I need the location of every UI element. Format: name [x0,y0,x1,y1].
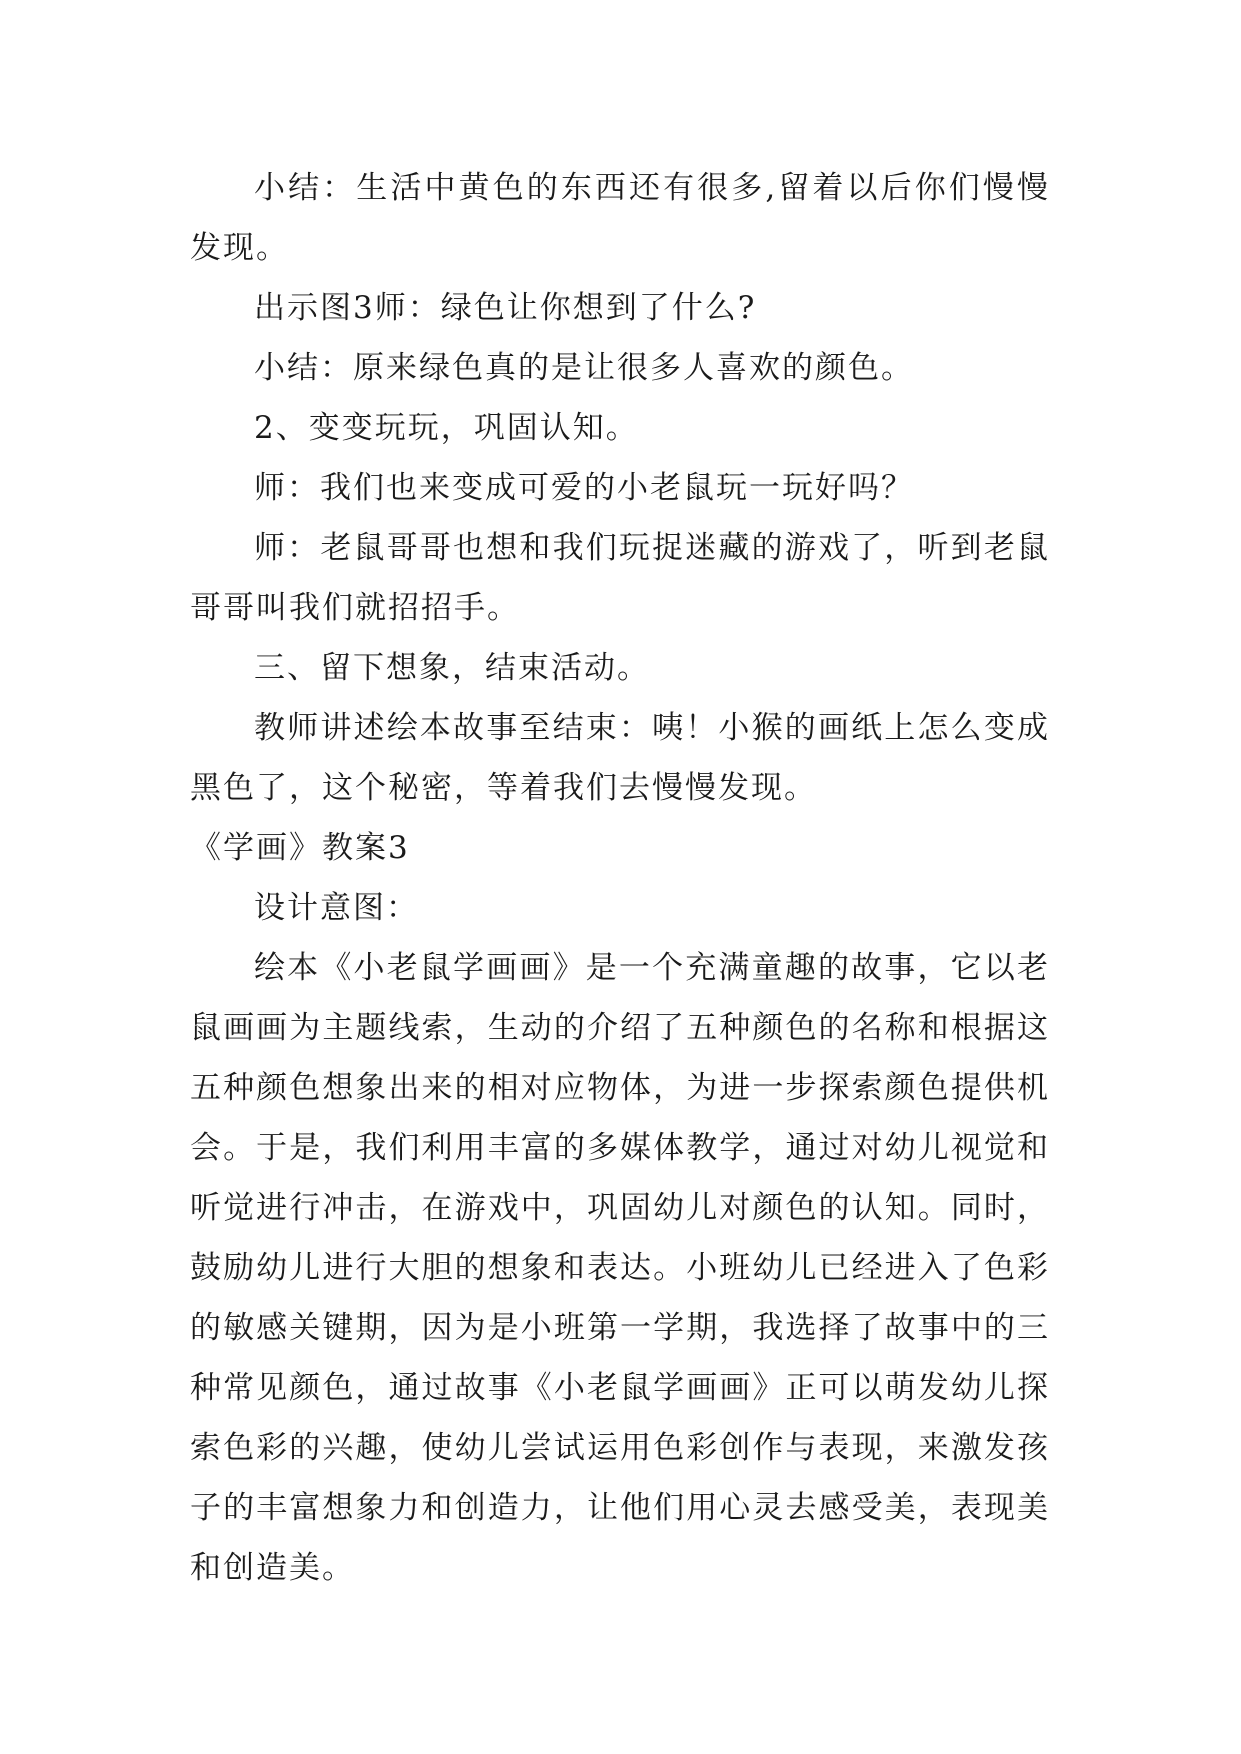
paragraph-step-2: 2、变变玩玩，巩固认知。 [254,410,639,446]
paragraph-summary-green: 小结：原来绿色真的是让很多人喜欢的颜色。 [254,350,914,386]
document-page [190,158,1050,1598]
paragraph-design-intent-label: 设计意图： [254,890,419,926]
section-title: 《学画》教案3 [190,830,410,866]
paragraph-teacher-hide-seek: 师：老鼠哥哥也想和我们玩捉迷藏的游戏了，听到老鼠哥哥叫我们就招招手。 [190,530,1050,626]
paragraph-design-intent-body: 绘本《小老鼠学画画》是一个充满童趣的故事，它以老鼠画画为主题线索，生动的介绍了五种颜色的名称和根据这五种颜色想象出来的相对应物体，为进一步探索颜色提供机会。于是，我们利用丰富的多媒体教学，通过对幼儿视觉和听觉进行冲击，在游戏中，巩固幼儿对颜色的认知。同时，鼓励幼儿进行大胆的想象和表达。小班幼儿已经进入了色彩的敏感关键期，因为是小班第一学期，我选择了故事中的三种常见颜色，通过故事《小老鼠学画画》正可以萌发幼儿探索色彩的兴趣，使幼儿尝试运用色彩创作与表现，来激发孩子的丰富想象力和创造力，让他们用心灵去感受美，表现美和创造美。 [190,950,1050,1586]
paragraph-show-picture-3: 出示图3师：绿色让你想到了什么? [254,290,757,326]
paragraph-summary-yellow: 小结：生活中黄色的东西还有很多,留着以后你们慢慢发现。 [190,170,1050,266]
paragraph-story-ending: 教师讲述绘本故事至结束：咦！小猴的画纸上怎么变成黑色了，这个秘密，等着我们去慢慢发现。 [190,710,1050,806]
paragraph-teacher-mouse: 师：我们也来变成可爱的小老鼠玩一玩好吗？ [254,470,914,506]
paragraph-step-3: 三、留下想象，结束活动。 [254,650,650,686]
